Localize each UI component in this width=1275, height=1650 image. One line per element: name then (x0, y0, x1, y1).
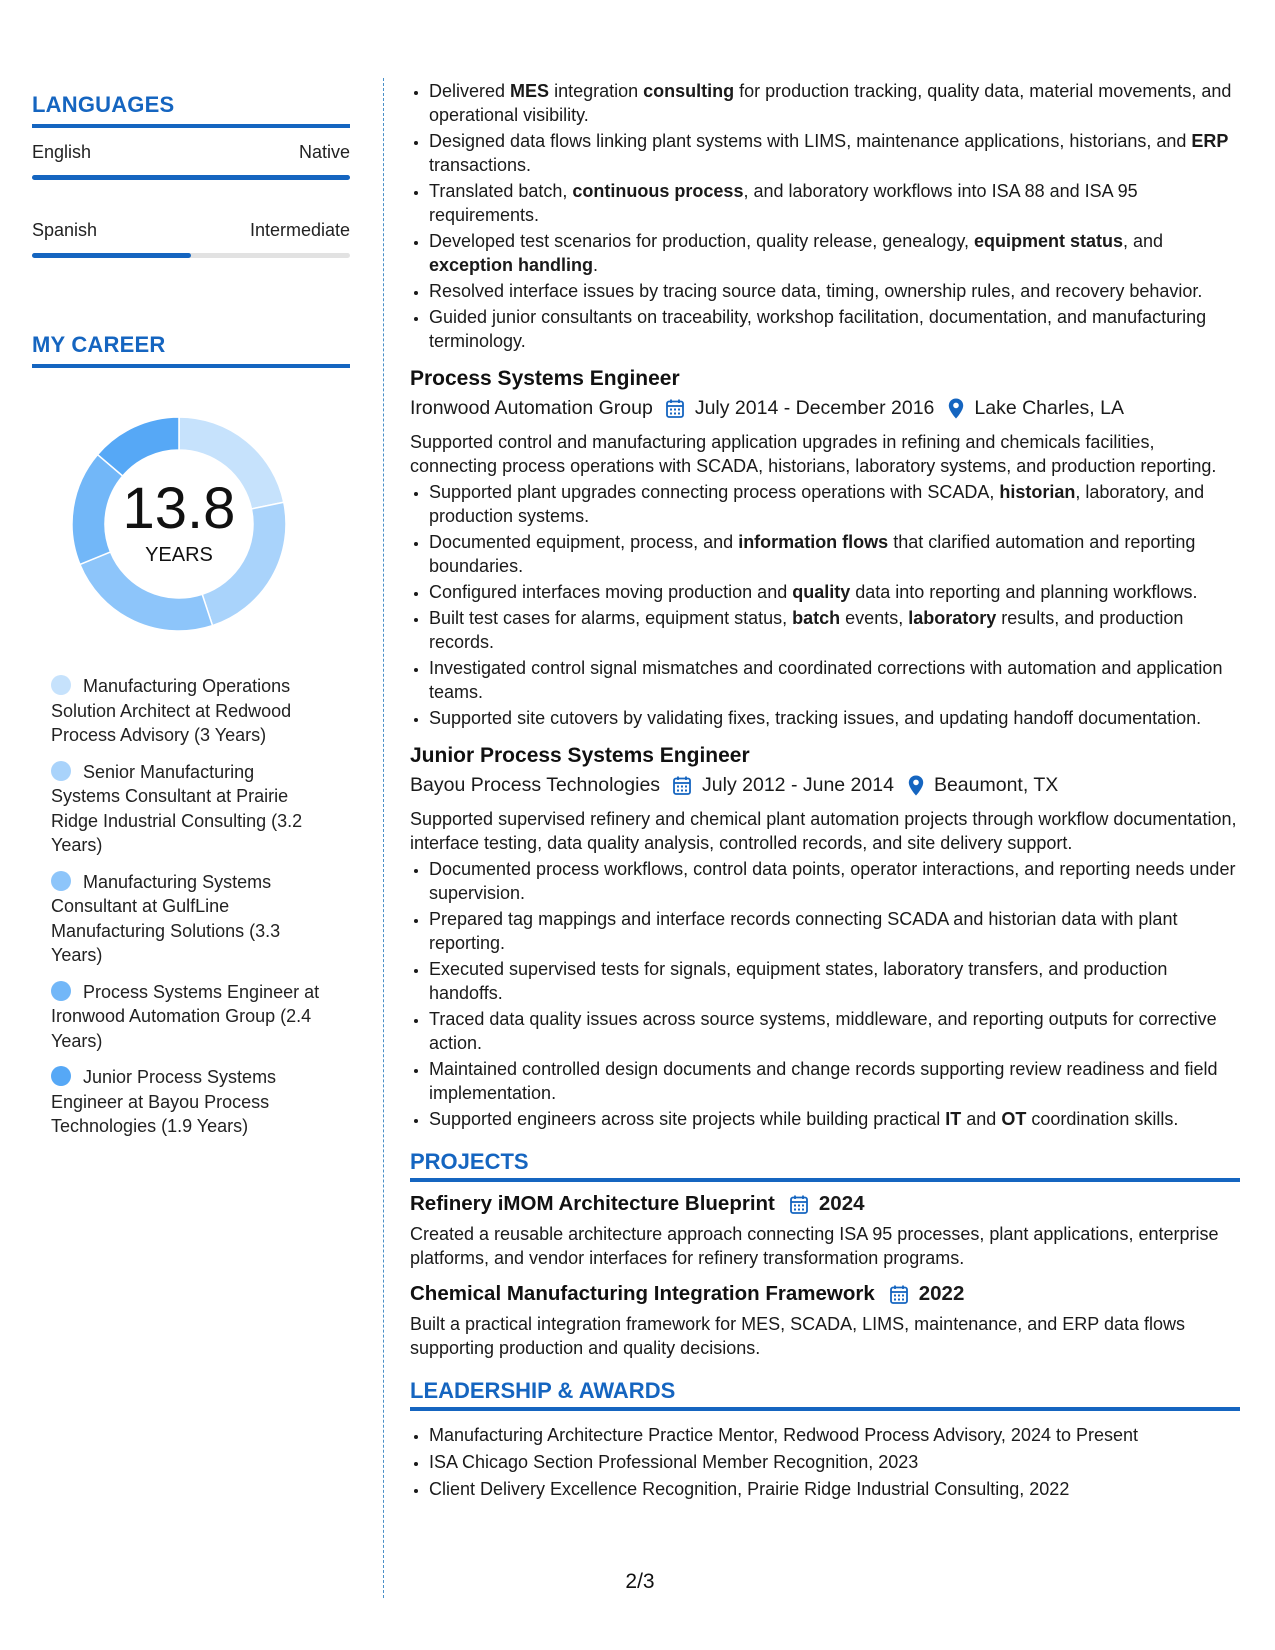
bullet-item (429, 857, 1240, 905)
legend-label: Manufacturing Operations Solution Architect at Redwood Process Advisory (3 Years) (51, 676, 292, 745)
career-total-unit: YEARS (145, 544, 213, 566)
text-run: Built test cases for alarms, equipment status, (429, 608, 793, 628)
legend-label: Senior Manufacturing Systems Consultant at Prairie Ridge Industrial Consulting (3.2 Years) (51, 761, 303, 855)
text-run: that clarified automation and reporting boundaries. (429, 532, 1196, 576)
bullet-item (429, 279, 1240, 303)
text-run: results, and production records. (429, 608, 1184, 652)
text-run: events, (840, 608, 909, 628)
job-meta (410, 397, 1240, 420)
bullet-item (429, 706, 1240, 730)
project-header (410, 1192, 1240, 1216)
legend-label: Manufacturing Systems Consultant at GulfLine Manufacturing Solutions (3.3 Years) (51, 871, 281, 965)
main-content (410, 79, 1240, 1504)
language-level-fill (32, 175, 350, 180)
text-run: , laboratory, and production systems. (429, 482, 1205, 526)
award-item: • Manufacturing Architecture Practice Mentor, Redwood Process Advisory, 2024 to Present (429, 1423, 1240, 1447)
text-run: Supported plant upgrades connecting process operations with SCADA, (429, 482, 1000, 502)
text-run: Maintained controlled design documents and change records supporting review readiness and field implementation. (429, 1059, 1218, 1103)
bullet-item (429, 179, 1240, 227)
bold-text: exception handling (429, 255, 594, 275)
language-level: Intermediate (249, 220, 350, 240)
bold-text: continuous process (572, 181, 744, 201)
text-run: data into reporting and planning workflows. (850, 582, 1198, 602)
language-level: Native (298, 142, 350, 162)
legend-color-dot (51, 871, 71, 891)
text-run: Supported engineers across site projects while building practical (429, 1109, 946, 1129)
award-item: • Client Delivery Excellence Recognition, Prairie Ridge Industrial Consulting, 2022 (429, 1477, 1240, 1501)
career-donut-chart (65, 410, 293, 638)
bold-text: OT (1001, 1109, 1027, 1129)
text-run: and (961, 1109, 1002, 1129)
language-item (32, 142, 350, 180)
project-entry (410, 1282, 1240, 1360)
bullet-item (429, 656, 1240, 704)
career-legend-item (51, 980, 321, 1054)
text-run: , and (1123, 231, 1164, 251)
text-run: for production tracking, quality data, material movements, and operational visibility. (429, 81, 1232, 125)
language-level-bar (32, 253, 350, 258)
bullet-item (429, 907, 1240, 955)
bullet-item (429, 1057, 1240, 1105)
bullet-item (429, 1007, 1240, 1055)
bullet-item (429, 79, 1240, 127)
legend-label: Junior Process Systems Engineer at Bayou Process Technologies (1.9 Years) (51, 1067, 277, 1136)
job-title: Process Systems Engineer (410, 367, 680, 390)
project-year: 2022 (918, 1282, 965, 1305)
text-run: Prepared tag mappings and interface records connecting SCADA and historian data with plant reporting. (429, 909, 1178, 953)
bullet-item (429, 480, 1240, 528)
job-location: Lake Charles, LA (974, 397, 1124, 419)
donut-center (65, 410, 293, 638)
job-title: Junior Process Systems Engineer (410, 744, 750, 767)
job-summary: Supported supervised refinery and chemical plant automation projects through workflow documentation, interface testing, data quality analysis, controlled records, and site delivery support. (410, 809, 1237, 853)
text-run: Traced data quality issues across source systems, middleware, and reporting outputs for corrective action. (429, 1009, 1217, 1053)
calendar-icon (665, 398, 685, 419)
job-entry (410, 744, 1240, 1131)
text-run: Documented equipment, process, and (429, 532, 739, 552)
bold-text: historian (999, 482, 1076, 502)
text-run: Developed test scenarios for production, quality release, genealogy, (429, 231, 974, 251)
language-level-bar (32, 175, 350, 180)
bold-text: MES (510, 81, 550, 101)
career-total-years: 13.8 (122, 476, 236, 541)
project-entry (410, 1192, 1240, 1270)
calendar-icon (789, 1194, 809, 1215)
text-run: Translated batch, (429, 181, 573, 201)
job-entry (410, 367, 1240, 730)
experience-continued-bullets (410, 79, 1240, 353)
language-name: English (32, 142, 92, 162)
text-run: Documented process workflows, control data points, operator interactions, and reporting needs under supervision. (429, 859, 1236, 903)
text-run: Executed supervised tests for signals, equipment states, laboratory transfers, and production handoffs. (429, 959, 1168, 1003)
bullet-item (429, 129, 1240, 177)
text-run: coordination skills. (1026, 1109, 1179, 1129)
project-year: 2024 (818, 1192, 865, 1215)
calendar-icon (889, 1284, 909, 1305)
awards-heading: LEADERSHIP & AWARDS (410, 1378, 1240, 1411)
bold-text: IT (945, 1109, 962, 1129)
job-dates: July 2012 - June 2014 (702, 774, 894, 796)
bullet-item (429, 580, 1240, 604)
projects-heading: PROJECTS (410, 1149, 1240, 1182)
awards-list (410, 1423, 1240, 1501)
job-bullets (410, 480, 1240, 730)
project-name: Refinery iMOM Architecture Blueprint (410, 1192, 775, 1215)
text-run: Guided junior consultants on traceability, workshop facilitation, documentation, and manufacturing terminology. (429, 307, 1207, 351)
career-legend (51, 674, 321, 1139)
language-level-fill (32, 253, 191, 258)
text-run: Investigated control signal mismatches and coordinated corrections with automation and application teams. (429, 658, 1223, 702)
legend-color-dot (51, 675, 71, 695)
project-description: Created a reusable architecture approach connecting ISA 95 processes, plant applications, enterprise platforms, and vendor interfaces for refinery transformation programs. (410, 1224, 1219, 1268)
text-run: transactions. (429, 155, 532, 175)
language-item (32, 220, 350, 258)
projects-list (410, 1192, 1240, 1360)
bullet-item (429, 1107, 1240, 1131)
bold-text: ERP (1191, 131, 1229, 151)
career-legend-item (51, 760, 321, 858)
text-run: integration (549, 81, 644, 101)
text-run: Designed data flows linking plant systems with LIMS, maintenance applications, historians, and (429, 131, 1192, 151)
bold-text: quality (792, 582, 851, 602)
job-bullets (410, 857, 1240, 1131)
column-divider (383, 78, 384, 1598)
career-legend-item (51, 870, 321, 968)
text-run: Configured interfaces moving production and (429, 582, 793, 602)
job-meta (410, 774, 1240, 797)
text-run: Supported site cutovers by validating fixes, tracking issues, and updating handoff documentation. (429, 708, 1202, 728)
legend-label: Process Systems Engineer at Ironwood Automation Group (2.4 Years) (51, 981, 320, 1051)
bullet-item (429, 606, 1240, 654)
bold-text: information flows (738, 532, 889, 552)
job-company: Bayou Process Technologies (410, 774, 661, 796)
job-location: Beaumont, TX (933, 774, 1059, 796)
calendar-icon (672, 775, 692, 796)
job-summary: Supported control and manufacturing application upgrades in refining and chemicals facilities, connecting process operations with SCADA, historians, laboratory systems, and production reporting. (410, 432, 1217, 476)
location-pin-icon (948, 398, 964, 419)
career-heading: MY CAREER (32, 332, 350, 368)
text-run: , and laboratory workflows into ISA 88 and ISA 95 requirements. (429, 181, 1138, 225)
text-run: Resolved interface issues by tracing source data, timing, ownership rules, and recovery behavior. (429, 281, 1203, 301)
project-header (410, 1282, 1240, 1306)
languages-heading: LANGUAGES (32, 92, 350, 128)
bullet-item (429, 229, 1240, 277)
legend-color-dot (51, 1066, 71, 1086)
bold-text: laboratory (908, 608, 997, 628)
project-description: Built a practical integration framework for MES, SCADA, LIMS, maintenance, and ERP data flows supporting production and quality decisions. (410, 1314, 1186, 1358)
text-run: . (593, 255, 599, 275)
career-legend-item (51, 674, 321, 748)
page-number: 2/3 (625, 1570, 655, 1593)
project-name: Chemical Manufacturing Integration Framework (410, 1282, 875, 1305)
bold-text: equipment status (974, 231, 1124, 251)
bold-text: consulting (643, 81, 735, 101)
text-run: Delivered (429, 81, 511, 101)
job-dates: July 2014 - December 2016 (694, 397, 935, 419)
sidebar (32, 92, 350, 1151)
job-company: Ironwood Automation Group (410, 397, 653, 419)
legend-color-dot (51, 761, 71, 781)
legend-color-dot (51, 981, 71, 1001)
career-legend-item (51, 1065, 321, 1139)
award-item: • ISA Chicago Section Professional Member Recognition, 2023 (429, 1450, 1240, 1474)
bold-text: batch (792, 608, 841, 628)
language-name: Spanish (32, 220, 98, 240)
bullet-item (429, 530, 1240, 578)
bullet-item (429, 305, 1240, 353)
location-pin-icon (908, 775, 924, 796)
experience-jobs (410, 367, 1240, 1131)
bullet-item (429, 957, 1240, 1005)
